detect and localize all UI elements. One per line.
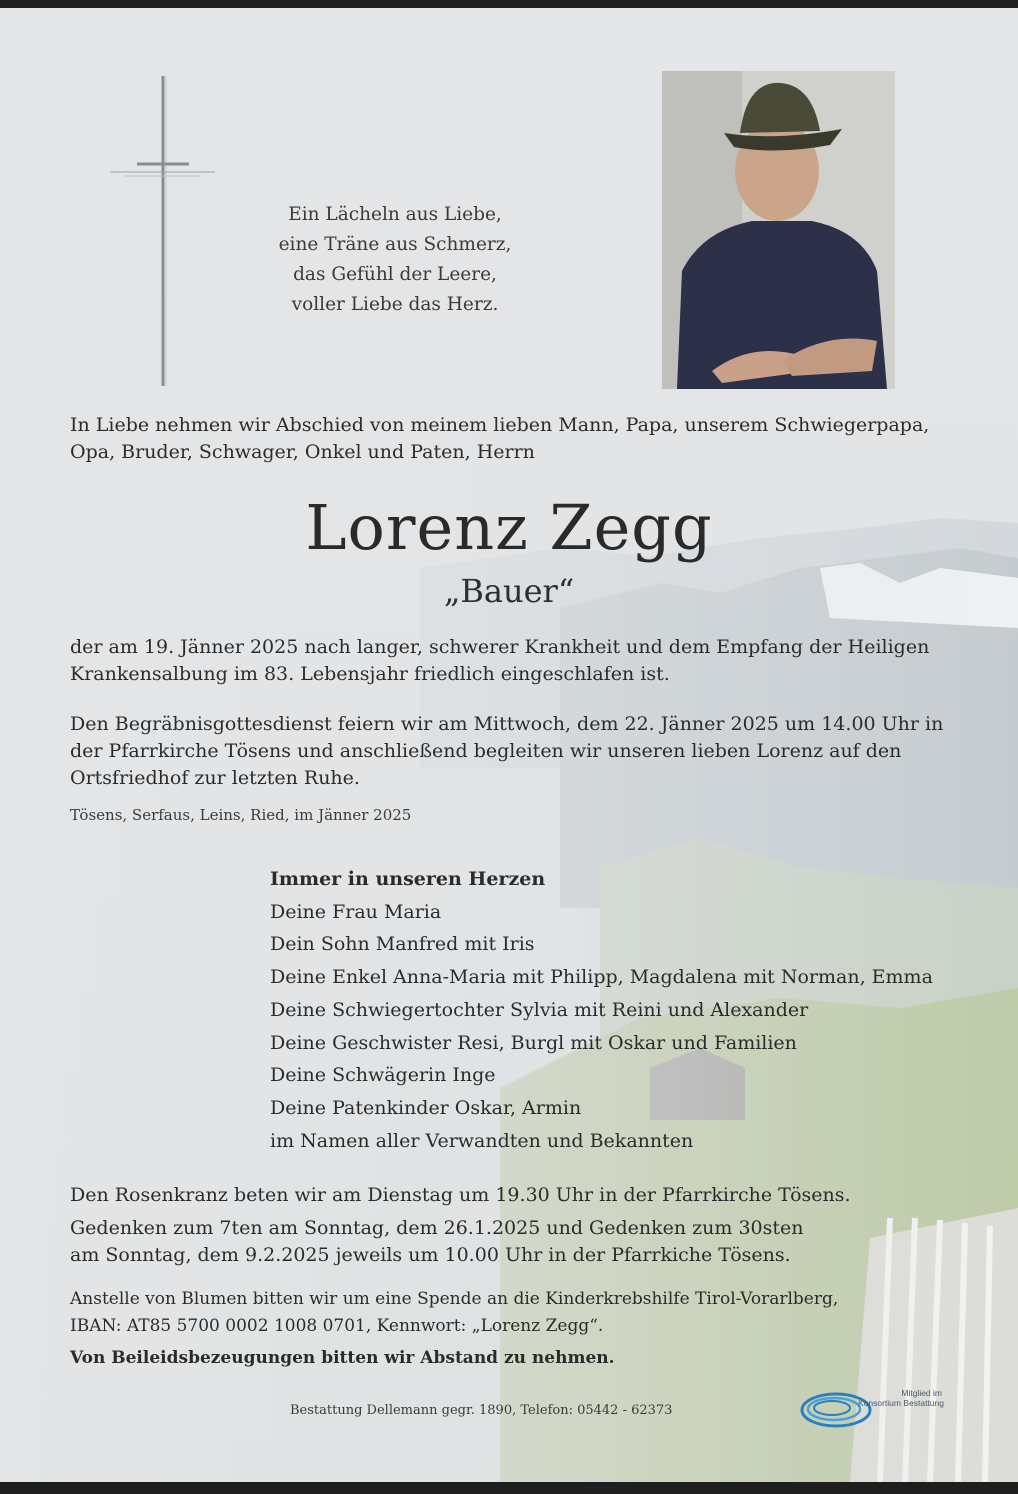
rosary-note: Den Rosenkranz beten wir am Dienstag um 19.30 Uhr in der Pfarrkirche Tösens. bbox=[70, 1184, 851, 1206]
funeral-line: Ortsfriedhof zur letzten Ruhe. bbox=[70, 767, 360, 789]
donation-line: Anstelle von Blumen bitten wir um eine Spende an die Kinderkrebshilfe Tirol-Vorarlberg, bbox=[70, 1289, 839, 1309]
death-line: der am 19. Jänner 2025 nach langer, schwerer Krankheit und dem Empfang der Heiligen bbox=[70, 636, 930, 658]
family-list bbox=[270, 863, 933, 1157]
memorial-line: am Sonntag, dem 9.2.2025 jeweils um 10.00 Uhr in der Pfarrkiche Tösens. bbox=[70, 1244, 791, 1266]
funeral-line: Den Begräbnisgottesdienst feiern wir am Mittwoch, dem 22. Jänner 2025 um 14.00 Uhr in bbox=[70, 713, 944, 735]
funeral-home-footer: Bestattung Dellemann gegr. 1890, Telefon: 05442 - 62373 bbox=[290, 1403, 673, 1418]
poem-line: voller Liebe das Herz. bbox=[291, 294, 499, 315]
donation-line: IBAN: AT85 5700 0002 1008 0701, Kennwort: „Lorenz Zegg“. bbox=[70, 1316, 604, 1336]
funeral-line: der Pfarrkirche Tösens und anschließend begleiten wir unseren lieben Lorenz auf den bbox=[70, 740, 902, 762]
poem-line: das Gefühl der Leere, bbox=[293, 264, 497, 285]
logo-caption-line: Mitglied im bbox=[901, 1388, 942, 1398]
intro-line: In Liebe nehmen wir Abschied von meinem lieben Mann, Papa, unserem Schwiegerpapa, bbox=[70, 414, 930, 436]
funeral-paragraph bbox=[70, 711, 950, 792]
memorial-line: Gedenken zum 7ten am Sonntag, dem 26.1.2025 und Gedenken zum 30sten bbox=[70, 1217, 804, 1239]
place-date: Tösens, Serfaus, Leins, Ried, im Jänner 2025 bbox=[70, 806, 412, 824]
death-line: Krankensalbung im 83. Lebensjahr friedlich eingeschlafen ist. bbox=[70, 663, 670, 685]
portrait-photo bbox=[662, 71, 895, 389]
poem-line: Ein Lächeln aus Liebe, bbox=[288, 204, 502, 225]
memorial-paragraph bbox=[70, 1215, 950, 1269]
family-member: Deine Schwiegertochter Sylvia mit Reini und Alexander bbox=[270, 998, 809, 1021]
family-member: Deine Geschwister Resi, Burgl mit Oskar und Familien bbox=[270, 1031, 797, 1054]
logo-caption-line: Konsortium Bestattung bbox=[858, 1398, 944, 1408]
intro-line: Opa, Bruder, Schwager, Onkel und Paten, Herrn bbox=[70, 441, 535, 463]
cross-icon bbox=[100, 68, 230, 388]
obituary-card bbox=[0, 8, 1018, 1482]
donation-paragraph bbox=[70, 1286, 950, 1340]
family-member: Deine Patenkinder Oskar, Armin bbox=[270, 1096, 582, 1119]
death-paragraph bbox=[70, 634, 950, 688]
family-member: Deine Enkel Anna-Maria mit Philipp, Magdalena mit Norman, Emma bbox=[270, 966, 933, 989]
deceased-name: Lorenz Zegg bbox=[305, 491, 713, 564]
family-member: Dein Sohn Manfred mit Iris bbox=[270, 933, 535, 956]
condolence-note: Von Beileidsbezeugungen bitten wir Abstand zu nehmen. bbox=[70, 1348, 615, 1368]
family-member: Deine Schwägerin Inge bbox=[270, 1064, 496, 1087]
family-member: Deine Frau Maria bbox=[270, 900, 442, 923]
family-member: im Namen aller Verwandten und Bekannten bbox=[270, 1129, 694, 1152]
family-heading: Immer in unseren Herzen bbox=[270, 868, 546, 890]
poem bbox=[250, 200, 540, 320]
logo-caption bbox=[858, 1388, 942, 1408]
intro-paragraph bbox=[70, 412, 950, 466]
nickname: „Bauer“ bbox=[443, 572, 575, 610]
poem-line: eine Träne aus Schmerz, bbox=[278, 234, 512, 255]
